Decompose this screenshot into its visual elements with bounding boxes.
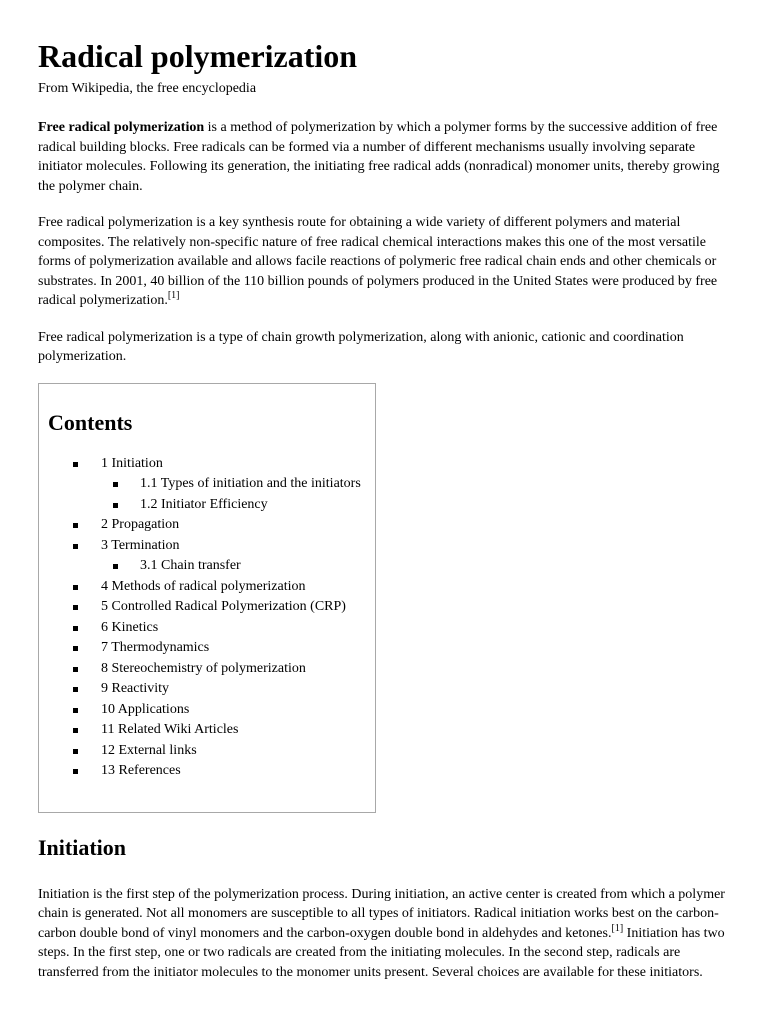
toc-item	[48, 720, 367, 741]
toc-link[interactable]: 6 Kinetics	[101, 619, 159, 635]
toc-link[interactable]: 10 Applications	[101, 701, 190, 717]
article-title: Radical polymerization	[38, 38, 358, 74]
toc-link[interactable]: 4 Methods of radical polymerization	[101, 578, 306, 594]
initiation-paragraph-text-1: Initiation is the first step of the polymerization process. During initiation, an active center is created from which a polymer chain is generated. Not all monomers are susceptible to all types of initiators. Radical initiation works best on the carbon-carbon double bond of vinyl monomers and the carbon-oxygen double bond in aldehydes and ketones.	[38, 886, 725, 941]
toc-item	[48, 577, 367, 598]
section-heading-initiation: Initiation	[38, 834, 127, 860]
toc-link[interactable]: 7 Thermodynamics	[101, 640, 210, 655]
toc-link[interactable]: 9 Reactivity	[101, 681, 170, 696]
toc-item	[48, 474, 367, 495]
initiation-paragraph-text-2: Initiation has two steps. In the first step, one or two radicals are created from the initiating molecules. In the second step, radicals are transferred from the initiator molecules to the monomer units present. Several choices are available for these initiators.	[38, 925, 725, 980]
toc-link[interactable]: 11 Related Wiki Articles	[101, 722, 239, 737]
citation-link[interactable]: [1]	[167, 290, 180, 301]
toc-link[interactable]: 3.1 Chain transfer	[140, 558, 241, 573]
toc-link[interactable]: 5 Controlled Radical Polymerization (CRP)	[101, 599, 346, 614]
intro-paragraph-3: Free radical polymerization is a type of chain growth polymerization, along with anionic, cationic and coordination polymerization.	[38, 329, 684, 364]
toc-heading: Contents	[48, 409, 133, 435]
toc-link[interactable]: 3 Termination	[101, 537, 180, 553]
intro-lead-term: Free radical polymerization	[38, 120, 205, 135]
toc-item	[48, 638, 367, 659]
toc-item	[48, 659, 367, 680]
toc-link[interactable]: 1 Initiation	[101, 455, 163, 471]
intro-paragraph-2	[38, 213, 738, 311]
table-of-contents	[38, 383, 376, 813]
toc-link[interactable]: 1.2 Initiator Efficiency	[140, 496, 268, 512]
toc-item	[48, 618, 367, 639]
intro-paragraph-2-text: Free radical polymerization is a key synthesis route for obtaining a wide variety of different polymers and material composites. The relatively non-specific nature of free radical chemical interactions makes this one of the most versatile forms of polymerization available and allows facile reactions of polymeric free radical chain ends and other chemicals or substrates. In 2001, 40 billion of the 110 billion pounds of polymers produced in the United States were produced by free radical polymerization.	[38, 215, 718, 308]
toc-item	[48, 741, 367, 762]
toc-item	[48, 597, 367, 618]
initiation-paragraph	[38, 885, 738, 983]
toc-item	[48, 679, 367, 700]
toc-item	[48, 761, 367, 782]
toc-item	[48, 495, 367, 516]
toc-list	[48, 454, 367, 782]
toc-item	[48, 536, 367, 557]
toc-item	[48, 454, 367, 475]
toc-link[interactable]: 12 External links	[101, 742, 197, 758]
toc-link[interactable]: 2 Propagation	[101, 517, 180, 532]
toc-item	[48, 515, 367, 536]
article-tagline: From Wikipedia, the free encyclopedia	[38, 81, 257, 96]
toc-item	[48, 556, 367, 577]
citation-link[interactable]: [1]	[611, 922, 624, 934]
toc-link[interactable]: 13 References	[101, 763, 181, 778]
toc-link[interactable]: 8 Stereochemistry of polymerization	[101, 660, 306, 676]
toc-link[interactable]: 1.1 Types of initiation and the initiators	[140, 476, 361, 491]
intro-paragraph-1	[38, 118, 738, 196]
intro-paragraph-1-text: is a method of polymerization by which a polymer forms by the successive addition of free radical building blocks. Free radicals can be formed via a number of different mechanisms usually involving separate initiator molecules. Following its generation, the initiating free radical adds (nonradical) monomer units, thereby growing the polymer chain.	[38, 120, 720, 194]
toc-item	[48, 700, 367, 721]
